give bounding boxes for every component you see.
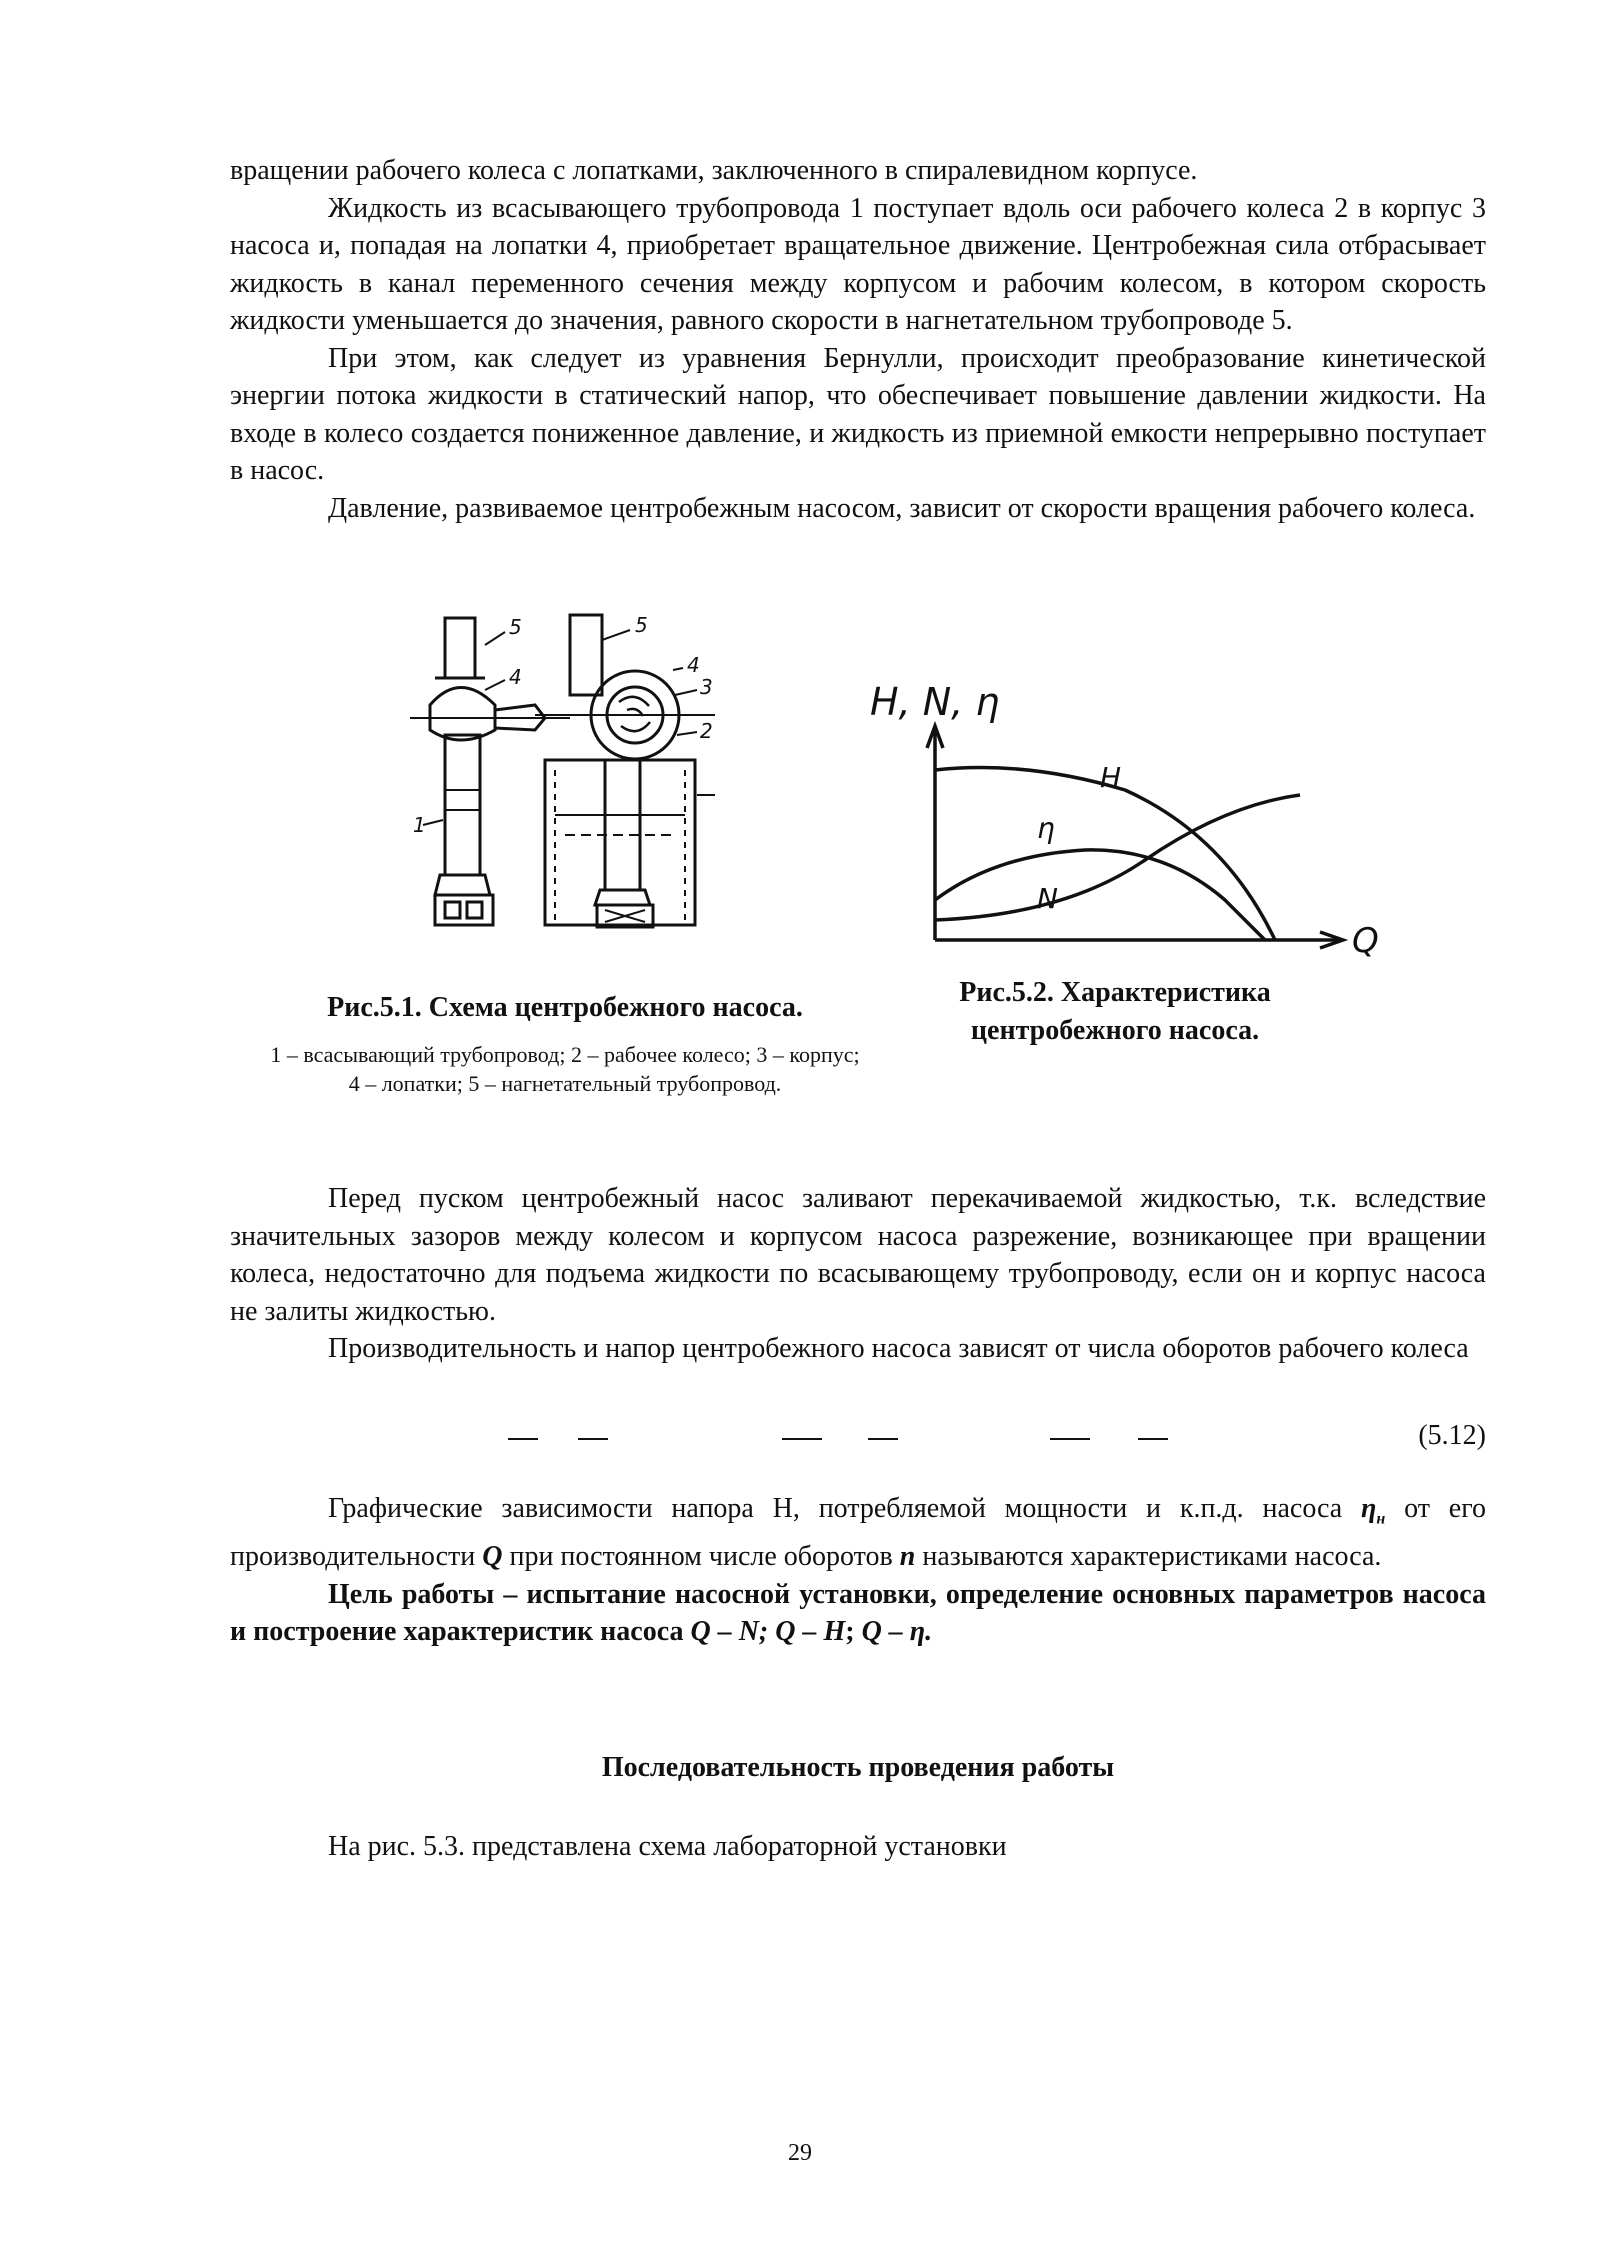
fraction-bar xyxy=(578,1438,608,1440)
fig1-label: 5 xyxy=(635,613,648,637)
page-number: 29 xyxy=(788,2140,812,2166)
x-axis-label: Q xyxy=(1352,921,1379,960)
figure2-caption: Рис.5.2. Характеристика центробежного насоса. xyxy=(959,977,1271,1046)
paragraph: Давление, развиваемое центробежным насосом, зависит от скорости вращения рабочего колеса. xyxy=(328,492,1476,524)
paragraph: вращении рабочего колеса с лопатками, заключенного в спиралевидном корпусе. xyxy=(230,155,1198,186)
section-heading: Последовательность проведения работы xyxy=(601,1752,1115,1783)
fig1-label: 3 xyxy=(700,675,713,699)
suction-pipe-left xyxy=(445,735,480,875)
fraction-bar xyxy=(508,1438,538,1440)
paragraph: На рис. 5.3. представлена схема лабораторной установки xyxy=(328,1831,1007,1862)
middle-text-block xyxy=(230,1180,1486,1368)
pump-scheme-figure xyxy=(405,610,765,940)
figure1-caption-title: Рис.5.1. Схема центробежного насоса. xyxy=(327,992,803,1023)
last-paragraph-block xyxy=(230,1828,1486,1866)
fraction-bar xyxy=(868,1438,898,1440)
fig1-label: 4 xyxy=(509,665,522,689)
paragraph: При этом, как следует из уравнения Бернулли, происходит преобразование кинетической энергии потока жидкости в статический напор, что обеспечивает повышение давлении жидкости. На входе в колесо создается пониженное давление, и жидкость из приемной емкости непрерывно поступает в насос. xyxy=(230,342,1486,486)
tank xyxy=(545,760,695,925)
fig1-label: 4 xyxy=(687,653,700,677)
curve-eta xyxy=(935,850,1265,940)
formula-5-12 xyxy=(230,1420,1486,1460)
pump-housing-left xyxy=(430,688,495,741)
paragraph: Перед пуском центробежный насос заливают перекачиваемой жидкостью, т.к. вследствие значительных зазоров между колесом и корпусом насоса разрежение, возникающее при вращении колеса, недостаточно для подъема жидкости по всасывающему трубопроводу, если он и корпус насоса не залиты жидкостью. xyxy=(230,1183,1486,1327)
curve-label-H: H xyxy=(1100,761,1122,794)
y-axis-label: H, N, η xyxy=(870,680,1000,724)
eta-symbol: η xyxy=(1361,1493,1377,1524)
curve-N xyxy=(935,795,1300,920)
curve-label-eta: η xyxy=(1037,812,1055,845)
paragraph: Производительность и напор центробежного насоса зависят от числа оборотов рабочего колеса xyxy=(328,1333,1469,1364)
figure1-caption xyxy=(270,990,860,1098)
suction-pipe-right xyxy=(605,760,640,890)
goal-paragraph: Цель работы – испытание насосной установки, определение основных параметров насоса и построение характеристик насоса Q – N; Q – H; Q – η. xyxy=(230,1578,1486,1648)
n-symbol: n xyxy=(899,1541,916,1573)
curve-label-N: N xyxy=(1037,882,1058,915)
paragraph: Графические зависимости напора H, потребляемой мощности и к.п.д. насоса $\eta_н$ от его производительности Q при постоянном числе оборотов n называются характеристиками насоса. xyxy=(230,1493,1486,1573)
equation-number: (5.12) xyxy=(1418,1420,1486,1451)
discharge-pipe-left xyxy=(445,618,475,678)
fig1-label: 1 xyxy=(413,813,426,837)
fig1-label: 5 xyxy=(509,615,522,639)
top-text-block xyxy=(230,152,1486,527)
bottom-text-block xyxy=(230,1490,1486,1651)
pump-characteristic-figure xyxy=(865,670,1385,960)
fraction-bar xyxy=(782,1438,822,1440)
fraction-bar xyxy=(1138,1438,1168,1440)
discharge-pipe-right xyxy=(570,615,602,695)
Q-symbol: Q xyxy=(482,1541,503,1573)
figure1-caption-legend: 1 – всасывающий трубопровод; 2 – рабочее колесо; 3 – корпус; 4 – лопатки; 5 – нагнетательный трубопровод. xyxy=(270,1042,860,1096)
fig1-label: 2 xyxy=(700,719,713,743)
paragraph: Жидкость из всасывающего трубопровода 1 поступает вдоль оси рабочего колеса 2 в корпус 3 насоса и, попадая на лопатки 4, приобретает вращательное движение. Центробежная сила отбрасывает жидкость в канал переменного сечения между корпусом и рабочим колесом, в котором скорость жидкости уменьшается до значения, равного скорости в нагнетательном трубопроводе 5. xyxy=(230,192,1486,336)
fraction-bar xyxy=(1050,1438,1090,1440)
